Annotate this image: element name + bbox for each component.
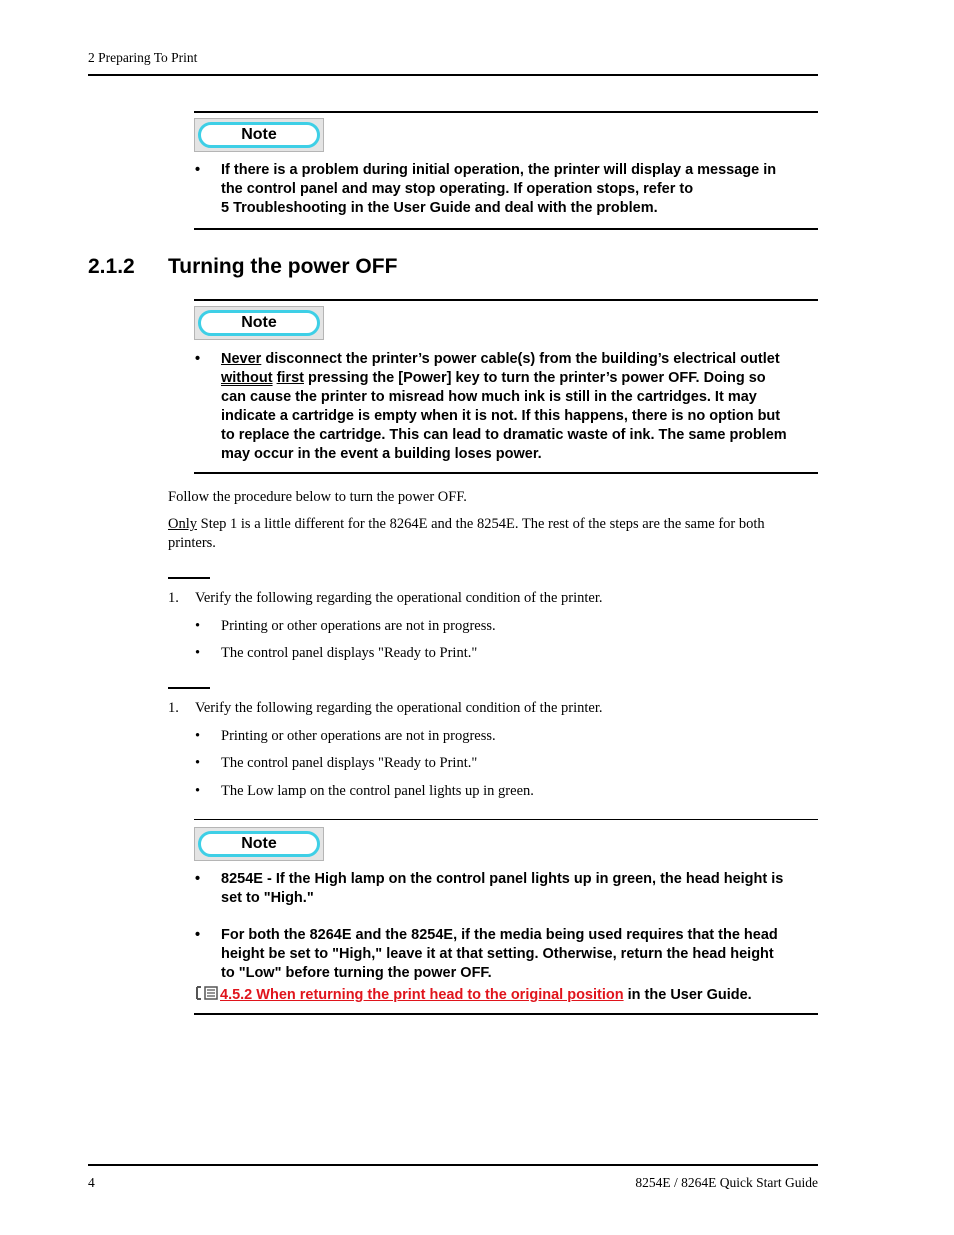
bullet: • bbox=[195, 645, 201, 661]
text-line: to "Low" before turning the power OFF. bbox=[221, 965, 492, 981]
text-line: If there is a problem during initial operation, the printer will display a message in bbox=[221, 162, 777, 178]
emphasis-without: without bbox=[221, 370, 273, 386]
reference-line bbox=[195, 985, 752, 1005]
note-label: Note bbox=[198, 122, 320, 148]
section-title: Turning the power OFF bbox=[168, 255, 398, 278]
bullet: • bbox=[195, 162, 201, 178]
note-badge bbox=[194, 306, 324, 340]
bullet: • bbox=[195, 927, 201, 943]
text-line: height be set to "High," leave it at that setting. Otherwise, return the head height bbox=[221, 946, 774, 962]
note2-top-rule bbox=[194, 299, 818, 301]
step-number: 1. bbox=[168, 590, 179, 606]
note3-bottom-rule bbox=[194, 1013, 818, 1015]
note-label: Note bbox=[198, 310, 320, 336]
step-divider bbox=[168, 577, 210, 579]
intro-paragraph-2 bbox=[168, 515, 828, 553]
text-line bbox=[221, 369, 821, 388]
header-rule bbox=[88, 74, 818, 76]
footer-rule bbox=[88, 1164, 818, 1166]
note3-top-rule bbox=[194, 819, 818, 820]
step-number: 1. bbox=[168, 700, 179, 716]
step-text: Verify the following regarding the operational condition of the printer. bbox=[195, 590, 603, 606]
note1-top-rule bbox=[194, 111, 818, 113]
text-line: indicate a cartridge is empty when it is not. If this happens, there is no option but bbox=[221, 408, 781, 424]
text-line bbox=[168, 515, 828, 534]
text-run: disconnect the printer’s power cable(s) from the building’s electrical outlet bbox=[261, 351, 780, 367]
text-run: Step 1 is a little different for the 8264E and the 8254E. The rest of the steps are the same for both bbox=[197, 516, 765, 532]
note1-bottom-rule bbox=[194, 228, 818, 230]
user-guide-link[interactable]: 4.5.2 When returning the print head to the original position bbox=[220, 987, 624, 1003]
book-reference-icon bbox=[195, 985, 220, 1005]
text-line: may occur in the event a building loses power. bbox=[221, 446, 542, 462]
text-line: to replace the cartridge. This can lead to dramatic waste of ink. The same problem bbox=[221, 427, 787, 443]
note-label: Note bbox=[198, 831, 320, 857]
bullet: • bbox=[195, 351, 201, 367]
note-badge bbox=[194, 118, 324, 152]
emphasis-first: first bbox=[276, 370, 304, 386]
step-divider bbox=[168, 687, 210, 689]
list-item: The control panel displays "Ready to Print." bbox=[221, 645, 478, 661]
running-header: 2 Preparing To Print bbox=[88, 50, 198, 65]
text-line: set to "High." bbox=[221, 890, 314, 906]
note2-bottom-rule bbox=[194, 472, 818, 474]
text-line: the control panel and may stop operating. If operation stops, refer to bbox=[221, 181, 694, 197]
text-line: For both the 8264E and the 8254E, if the media being used requires that the head bbox=[221, 927, 778, 943]
text-run: pressing the [Power] key to turn the printer’s power OFF. Doing so bbox=[303, 370, 766, 386]
text-line: 8254E - If the High lamp on the control panel lights up in green, the head height is bbox=[221, 871, 784, 887]
list-item: Printing or other operations are not in progress. bbox=[221, 618, 496, 634]
bullet: • bbox=[195, 618, 201, 634]
note1-text bbox=[221, 161, 821, 218]
text-run: in the User Guide. bbox=[623, 987, 752, 1003]
step-text: Verify the following regarding the operational condition of the printer. bbox=[195, 700, 603, 716]
section-number: 2.1.2 bbox=[88, 255, 135, 278]
list-item: Printing or other operations are not in progress. bbox=[221, 728, 496, 744]
section-heading bbox=[88, 254, 398, 280]
text-line bbox=[221, 350, 821, 369]
page-number: 4 bbox=[88, 1175, 95, 1190]
note-badge bbox=[194, 827, 324, 861]
bullet: • bbox=[195, 871, 201, 887]
text-line: can cause the printer to misread how much ink is still in the cartridges. It may bbox=[221, 389, 757, 405]
bullet: • bbox=[195, 783, 201, 799]
list-item: The control panel displays "Ready to Print." bbox=[221, 755, 478, 771]
bullet: • bbox=[195, 755, 201, 771]
note3-item1 bbox=[221, 870, 821, 908]
note2-text bbox=[221, 350, 821, 464]
emphasis-only: Only bbox=[168, 516, 197, 532]
intro-paragraph: Follow the procedure below to turn the power OFF. bbox=[168, 489, 467, 505]
guide-title: 8254E / 8264E Quick Start Guide bbox=[635, 1175, 818, 1190]
emphasis-never: Never bbox=[221, 351, 262, 367]
list-item: The Low lamp on the control panel lights up in green. bbox=[221, 783, 534, 799]
note3-item2 bbox=[221, 926, 821, 983]
text-line: 5 Troubleshooting in the User Guide and deal with the problem. bbox=[221, 200, 658, 216]
bullet: • bbox=[195, 728, 201, 744]
text-line: printers. bbox=[168, 535, 216, 551]
